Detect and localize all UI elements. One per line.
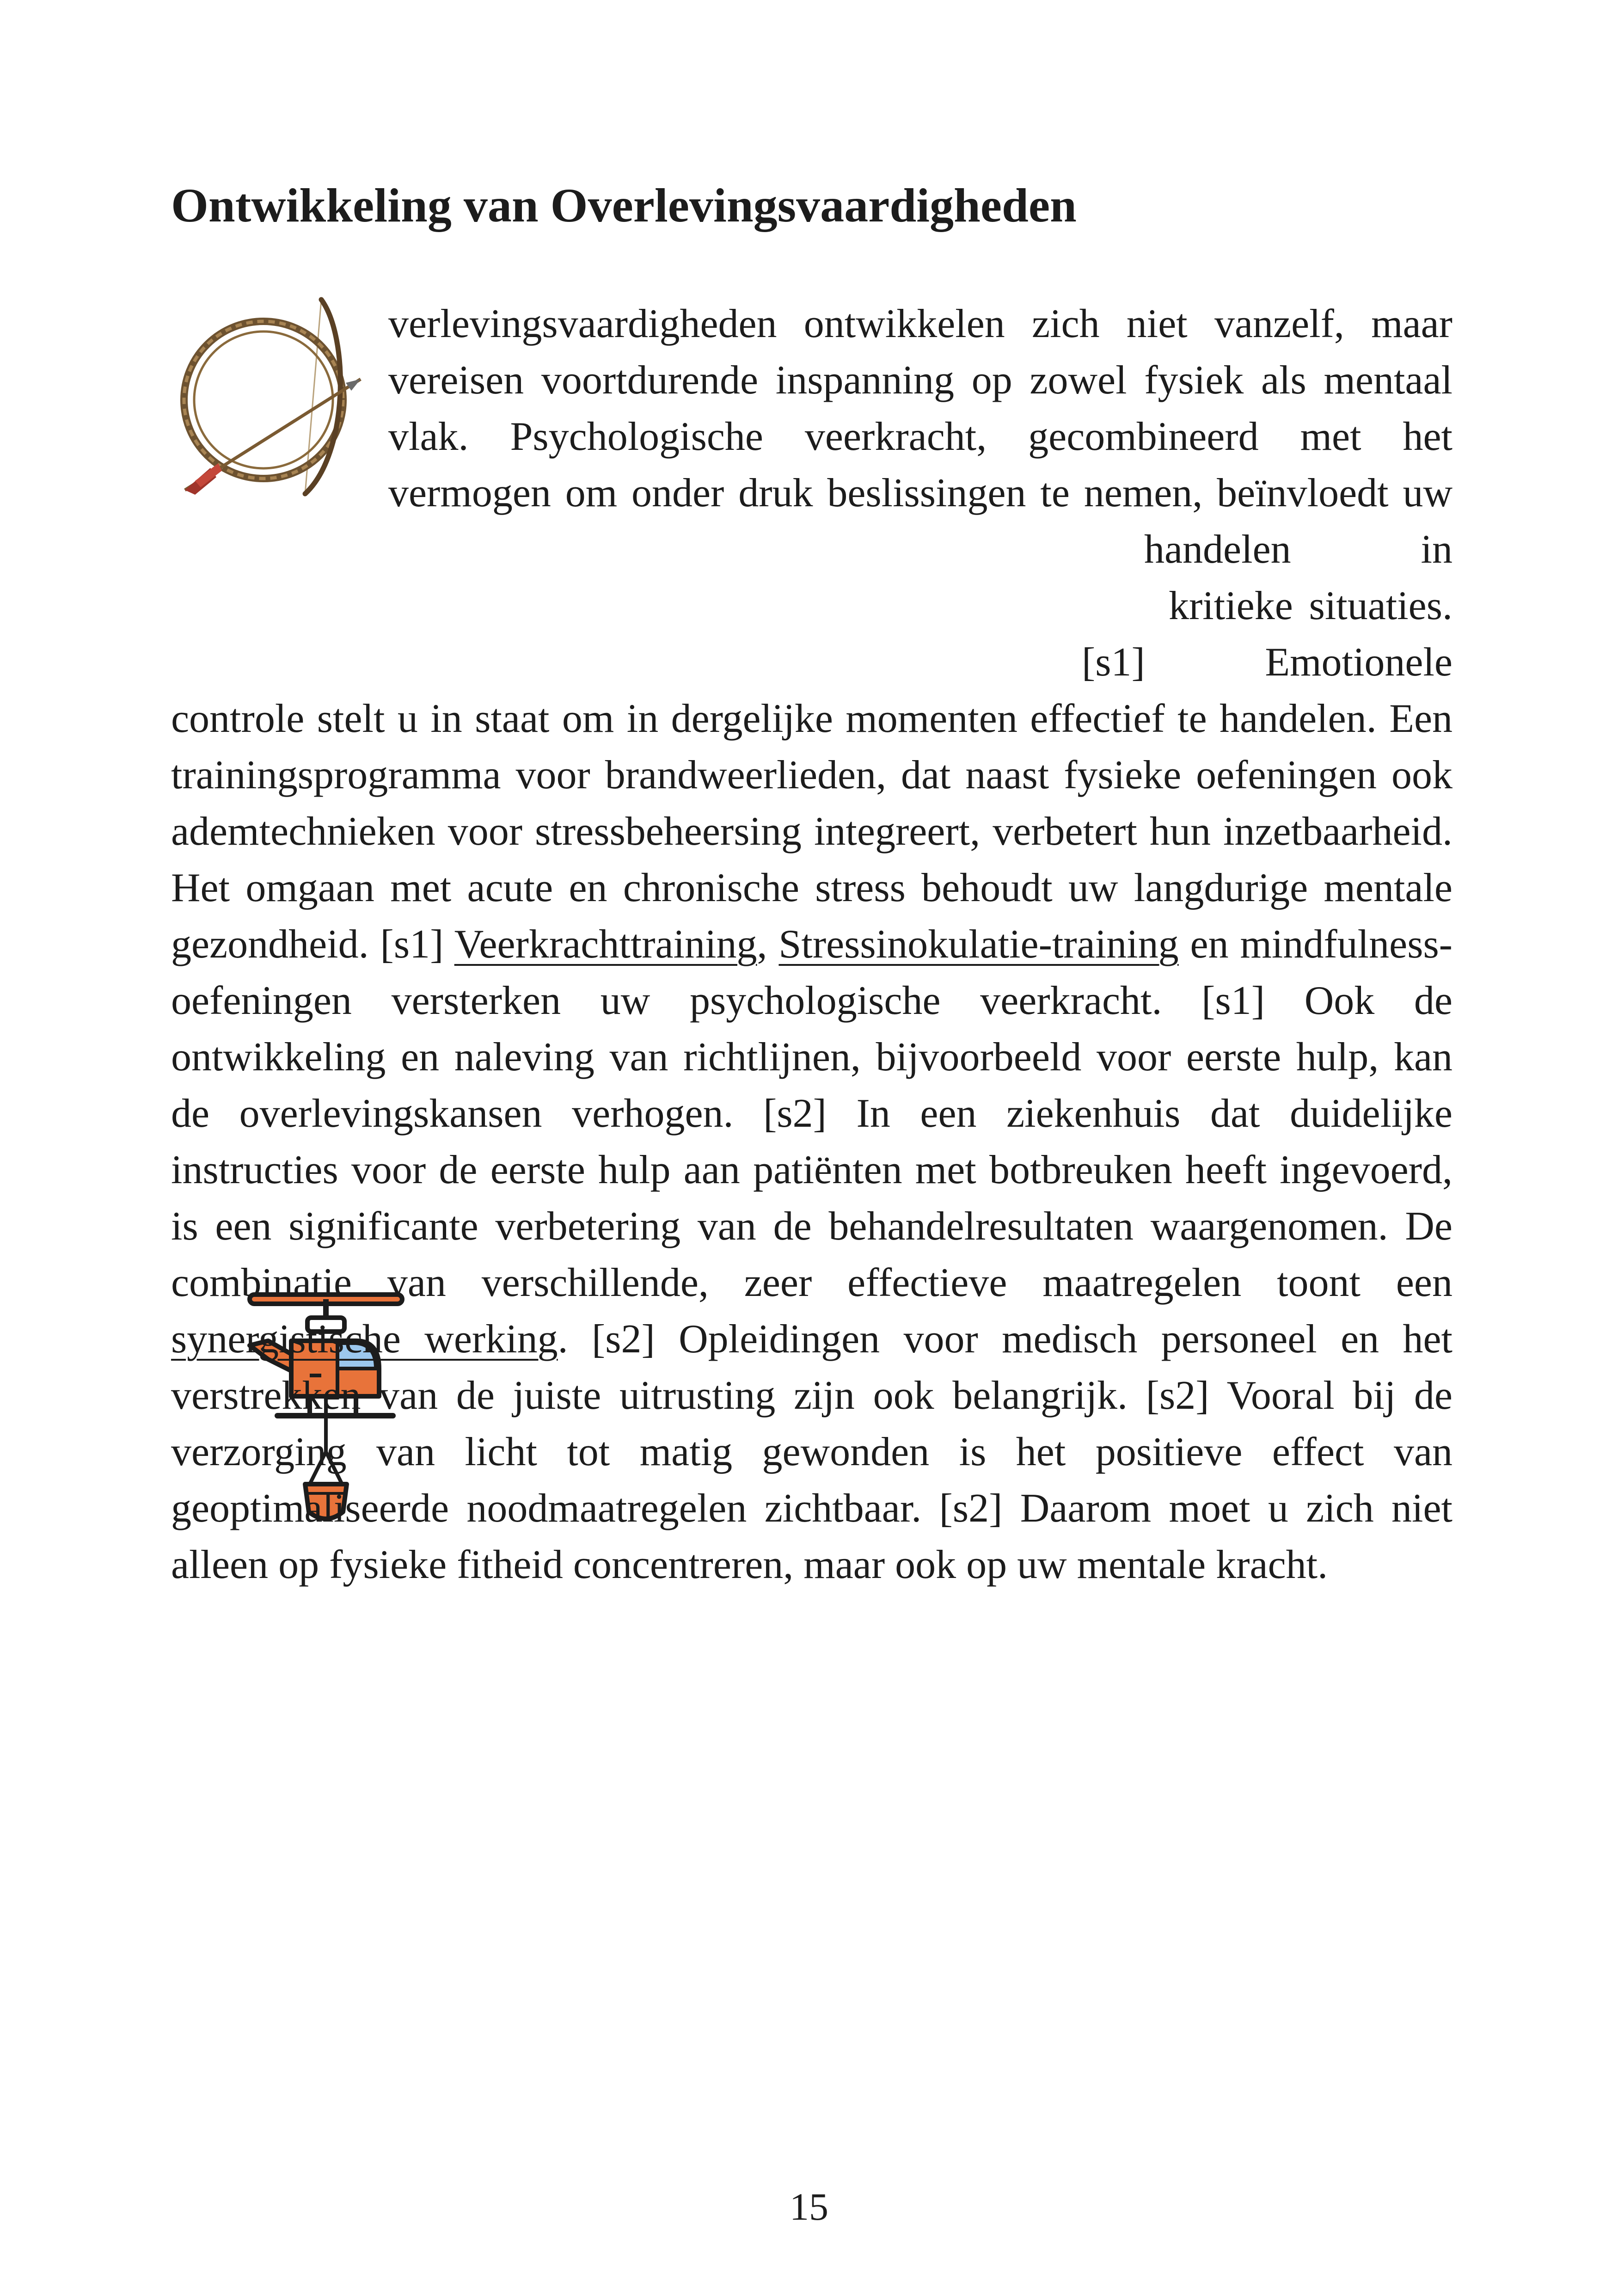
helicopter-spacer-g [804,634,1082,691]
body-text [171,296,1453,1593]
paragraph-text-3: en mindfulness-oefeningen versterken uw psychologische veerkracht. [s1] Ook de ontwikkeling en naleving van richtlijnen, bijvoorbeeld voor eerste hulp, kan de overlevingskansen verhogen. [s2] In een ziekenhuis dat duidelijke instructies voor de eerste hulp aan patiënten met botbreuken heeft ingevoerd, is een significante verbetering van de behandelresultaten waargenomen. De combinatie van verschillende, zeer effectieve maatregelen toont een [171,922,1453,1305]
helicopter-spacer-c [811,522,1144,578]
helicopter-spacer-d [472,578,820,634]
paragraph-text-2: , [757,922,779,967]
page-title: Ontwikkeling van Overlevingsvaardigheden [171,179,1077,232]
helicopter-spacer-f [472,634,804,691]
drop-cap-spacer [171,296,388,522]
helicopter-spacer-e [820,578,1169,634]
helicopter-spacer-b [472,522,811,578]
paragraph-text-1: verlevingsvaardigheden ontwikkelen zich niet vanzelf, maar vereisen voortdurende inspanning op zowel fysiek als mentaal vlak. Psychologische veerkracht, gecombineerd met het vermogen om onder druk beslissingen te nemen, beïnvloedt uw handelen in kritieke situaties. [s1] Emotionele controle stelt u in staat om in dergelijke momenten effectief te handelen. Een trainingsprogramma voor brandweerlieden, dat naast fysieke oefeningen ook ademtechnieken voor stressbeheersing integreert, verbetert hun inzetbaarheid. Het omgaan met acute en chronische stress behoudt uw langdurige mentale gezondheid. [s1] [171,301,1453,967]
page-number: 15 [790,2185,828,2228]
link-stressinokulatie-training[interactable]: Stressinokulatie-training [778,922,1179,967]
link-synergistische-werking[interactable]: synergistische werking [171,1317,558,1362]
link-veerkrachttraining[interactable]: Veerkrachttraining [454,922,757,967]
helicopter-spacer-a [171,522,472,691]
paragraph-text-4: . [s2] Opleidingen voor medisch personeel en het verstrekken van de juiste uitrusting zijn ook belangrijk. [s2] Vooral bij de verzorging van licht tot matig gewonden is het positieve effect van geoptimaliseerde noodmaatregelen zichtbaar. [s2] Daarom moet u zich niet alleen op fysieke fitheid concentreren, maar ook op uw mentale kracht. [171,1317,1453,1587]
